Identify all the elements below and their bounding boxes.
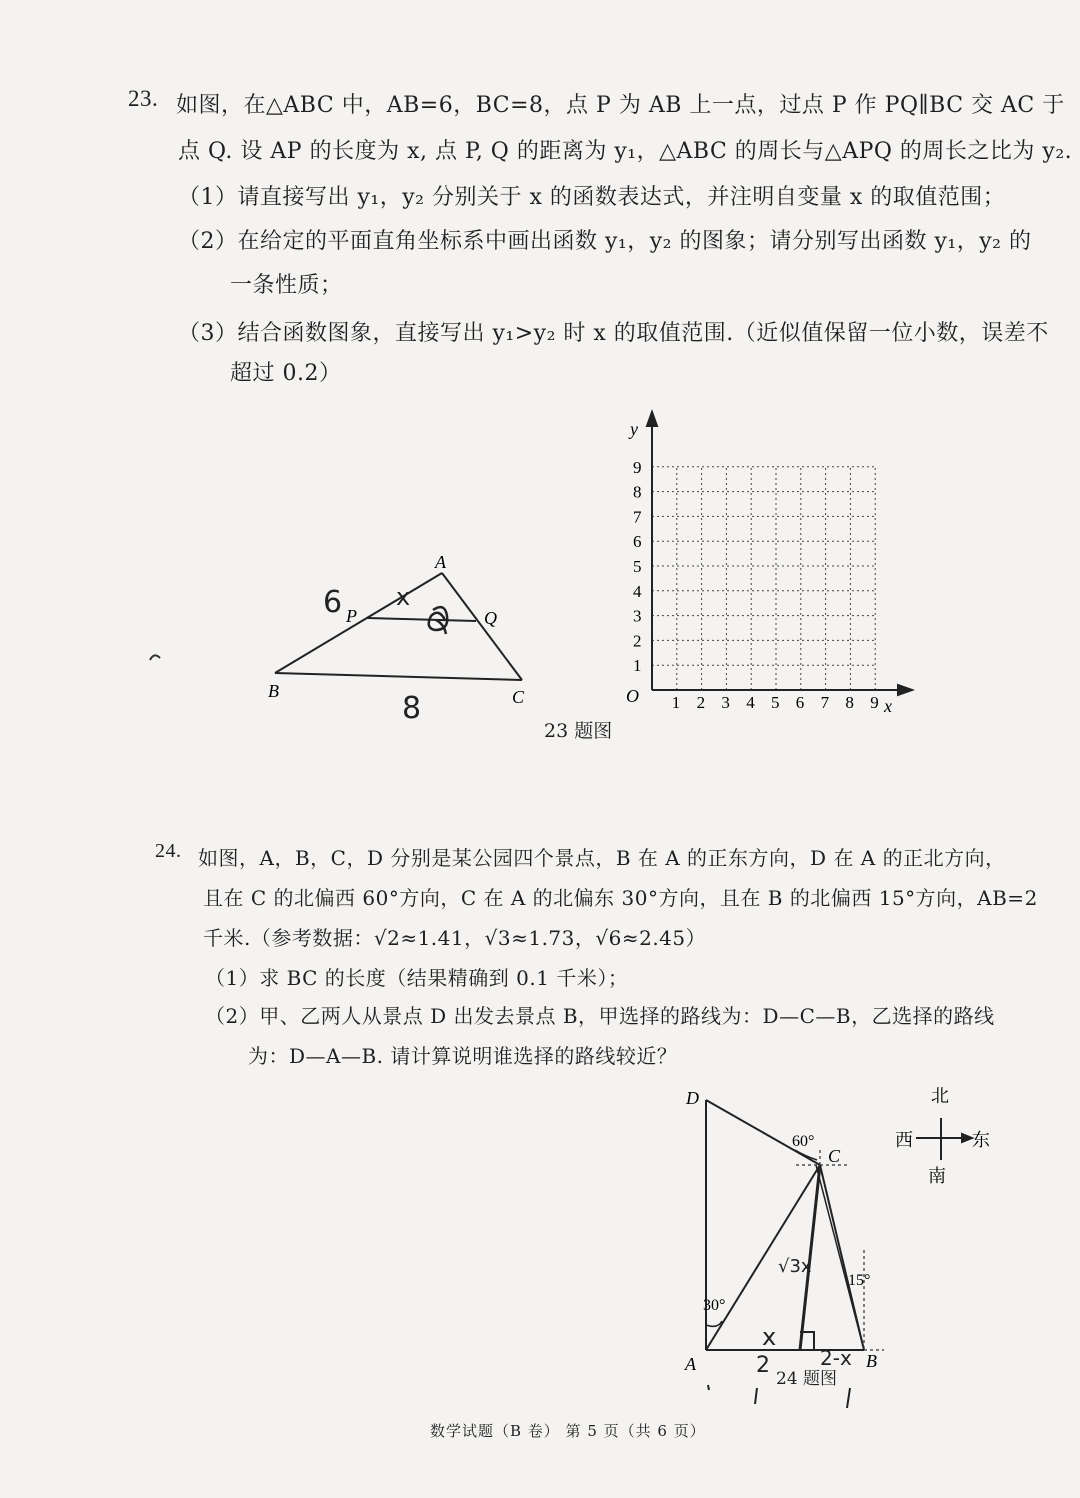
y-tick-label: 8 [633,482,642,502]
q23-part3-line1: （3）结合函数图象，直接写出 y₁>y₂ 时 x 的取值范围.（近似值保留一位小数，误差不 [178,321,1049,346]
angle-30: 30° [703,1297,726,1314]
q23-part3-line2: 超过 0.2） [230,361,342,386]
label-b: B [268,681,279,701]
handwritten-x: x [396,583,411,611]
x-tick-label: 1 [671,693,681,712]
q24-part2-line1: （2）甲、乙两人从景点 D 出发去景点 B，甲选择的路线为：D—C—B，乙选择的路线 [205,1004,995,1028]
angle-15: 15° [848,1272,871,1289]
y-tick-label: 7 [633,507,642,527]
q23-stem-line2: 点 Q. 设 AP 的长度为 x, 点 P, Q 的距离为 y₁，△ABC 的周长与△APQ 的周长之比为 y₂. [178,139,1073,164]
y-tick-label: 3 [633,606,642,626]
coordinate-grid [652,467,875,690]
x-tick-label: 7 [820,693,830,712]
handwritten-sqrt3x: √3x [778,1256,812,1277]
y-tick-label: 6 [633,532,642,552]
handwritten-2-minus-x: 2-x [820,1346,852,1370]
label-p: P [346,606,357,626]
handwritten-2: 2 [756,1353,770,1378]
label-b-24: B [866,1351,877,1371]
q23-number: 23. [128,86,159,111]
compass-east: 东 [972,1130,990,1150]
q23-caption: 23 题图 [544,720,613,742]
segment-pq [367,618,476,621]
label-c: C [512,687,525,707]
q23-stem-line1: 如图，在△ABC 中，AB=6，BC=8，点 P 为 AB 上一点，过点 P 作 PQ∥BC 交 AC 于 [176,93,1065,118]
x-tick-label: 5 [771,693,780,712]
y-tick-label: 5 [633,557,642,576]
label-q: Q [484,608,497,628]
x-axis-label: x [884,696,892,716]
compass-south: 南 [928,1166,946,1186]
page-footer: 数学试题（B 卷） 第 5 页（共 6 页） [430,1422,706,1440]
q24-part2-line2: 为：D—A—B. 请计算说明谁选择的路线较近？ [248,1044,678,1068]
handwritten-x-24: x [762,1323,777,1351]
side-bc [275,673,522,680]
side-ac [442,573,522,680]
q24-stem-line1: 如图，A，B，C，D 分别是某公园四个景点，B 在 A 的正东方向，D 在 A 的正北方向， [198,846,1006,870]
q24-caption: 24 题图 [776,1369,838,1389]
q24-stem-line3: 千米.（参考数据：√2≈1.41，√3≈1.73，√6≈2.45） [203,926,707,950]
x-tick-label: 3 [721,693,730,712]
q23-part2-line2: 一条性质； [230,273,343,298]
handwritten-line [816,1165,864,1350]
y-axis-label: y [630,419,638,439]
stray-mark [150,655,160,660]
side-ab [275,573,442,673]
origin-label: O [626,686,639,706]
compass-rose [916,1118,972,1160]
q24-figure [706,1100,864,1350]
x-tick-label: 8 [845,693,854,712]
q23-part1: （1）请直接写出 y₁，y₂ 分别关于 x 的函数表达式，并注明自变量 x 的取值范围； [178,185,1006,210]
coordinate-axes [647,412,912,695]
y-tick-label: 4 [633,581,642,601]
y-tick-label: 1 [633,656,642,676]
y-tick-label: 2 [633,631,642,651]
compass-west: 西 [895,1130,913,1150]
x-tick-label: 6 [795,693,805,712]
x-tick-label: 4 [746,693,755,712]
q24-part1: （1）求 BC 的长度（结果精确到 0.1 千米）； [205,966,629,990]
angle-60: 60° [792,1133,815,1150]
q24-number: 24. [155,840,182,862]
angle-arc-a [706,1321,722,1326]
x-tick-label: 9 [870,693,879,712]
label-c-24: C [828,1146,841,1166]
y-tick-label: 9 [633,457,642,477]
label-a: A [435,552,446,572]
q23-part2-line1: （2）在给定的平面直角坐标系中画出函数 y₁，y₂ 的图象；请分别写出函数 y₁，y₂ 的 [178,229,1032,254]
label-a-24: A [685,1354,696,1374]
x-tick-label: 2 [696,693,706,712]
handwritten-8: 8 [402,691,422,726]
compass-north: 北 [931,1086,949,1106]
label-d: D [686,1088,699,1108]
q24-stem-line2: 且在 C 的北偏西 60°方向，C 在 A 的北偏东 30°方向，且在 B 的北偏西 15°方向，AB=2 [203,886,1038,910]
angle-arc-c [795,1150,817,1160]
handwritten-6: 6 [323,585,343,620]
